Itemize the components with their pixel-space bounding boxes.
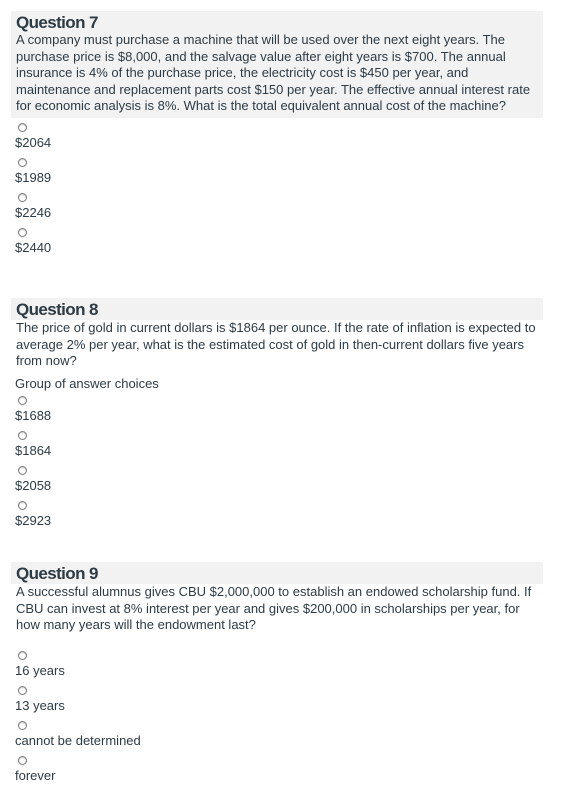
group-label: Group of answer choices bbox=[15, 375, 159, 391]
answer-option[interactable] bbox=[15, 718, 543, 753]
radio-button[interactable] bbox=[18, 466, 27, 475]
question-7-text: A company must purchase a machine that will be used over the next eight years. The purchase price is $8,000, and the salvage value after eight years is $700. The annual insurance is 4% of the purchase price, the electricity cost is $450 per year, and maintenance and replacement parts cost $150 per year. The effective annual interest rate for economic analysis is 8%. What is the total equivalent annual cost of the machine? bbox=[16, 32, 531, 113]
radio-button[interactable] bbox=[18, 501, 27, 510]
answer-label: $1989 bbox=[15, 169, 52, 185]
answer-option[interactable] bbox=[15, 648, 543, 683]
answer-option[interactable] bbox=[15, 393, 543, 428]
question-8-text: The price of gold in current dollars is $1864 per ounce. If the rate of inflation is expected to average 2% per year, what is the estimated cost of gold in then-current dollars five years from now? bbox=[16, 320, 536, 368]
radio-button[interactable] bbox=[18, 431, 27, 440]
answer-option[interactable] bbox=[15, 155, 543, 190]
answer-label: 13 years bbox=[15, 697, 65, 713]
question-9-answers bbox=[11, 648, 543, 788]
answer-label: 16 years bbox=[15, 662, 65, 678]
answer-option[interactable] bbox=[15, 683, 543, 718]
answer-label: $2440 bbox=[15, 239, 52, 255]
question-8-title-bar bbox=[11, 298, 543, 320]
answer-label: $2923 bbox=[15, 512, 52, 528]
answer-option[interactable] bbox=[15, 225, 543, 260]
question-9 bbox=[11, 562, 543, 788]
question-8-answers bbox=[11, 393, 543, 533]
radio-button[interactable] bbox=[18, 123, 27, 132]
answer-option[interactable] bbox=[15, 428, 543, 463]
radio-button[interactable] bbox=[18, 158, 27, 167]
answer-label: $1688 bbox=[15, 407, 52, 423]
answer-label: $2246 bbox=[15, 204, 52, 220]
radio-button[interactable] bbox=[18, 756, 27, 765]
question-9-text: A successful alumnus gives CBU $2,000,000 to establish an endowed scholarship fund. If CBU can invest at 8% interest per year and gives $200,000 in scholarships per year, for how many years will the endowment last? bbox=[16, 584, 532, 632]
radio-button[interactable] bbox=[18, 193, 27, 202]
question-7 bbox=[11, 11, 543, 260]
answer-option[interactable] bbox=[15, 463, 543, 498]
question-8-title: Question 8 bbox=[16, 300, 98, 319]
question-9-title: Question 9 bbox=[16, 564, 98, 583]
radio-button[interactable] bbox=[18, 651, 27, 660]
answer-option[interactable] bbox=[15, 190, 543, 225]
answer-label: $2058 bbox=[15, 477, 52, 493]
radio-button[interactable] bbox=[18, 686, 27, 695]
question-8 bbox=[11, 298, 543, 533]
question-7-header bbox=[11, 11, 543, 118]
radio-button[interactable] bbox=[18, 721, 27, 730]
answer-option[interactable] bbox=[15, 498, 543, 533]
answer-label: $2064 bbox=[15, 134, 52, 150]
question-7-title: Question 7 bbox=[16, 13, 98, 32]
question-8-header bbox=[11, 298, 543, 370]
answer-option[interactable] bbox=[15, 120, 543, 155]
question-9-header bbox=[11, 562, 543, 634]
answer-label: cannot be determined bbox=[15, 732, 141, 748]
question-7-answers bbox=[11, 120, 543, 260]
answer-option[interactable] bbox=[15, 753, 543, 788]
radio-button[interactable] bbox=[18, 228, 27, 237]
answer-label: $1864 bbox=[15, 442, 52, 458]
question-9-title-bar bbox=[11, 562, 543, 584]
answer-label: forever bbox=[15, 767, 56, 783]
radio-button[interactable] bbox=[18, 396, 27, 405]
